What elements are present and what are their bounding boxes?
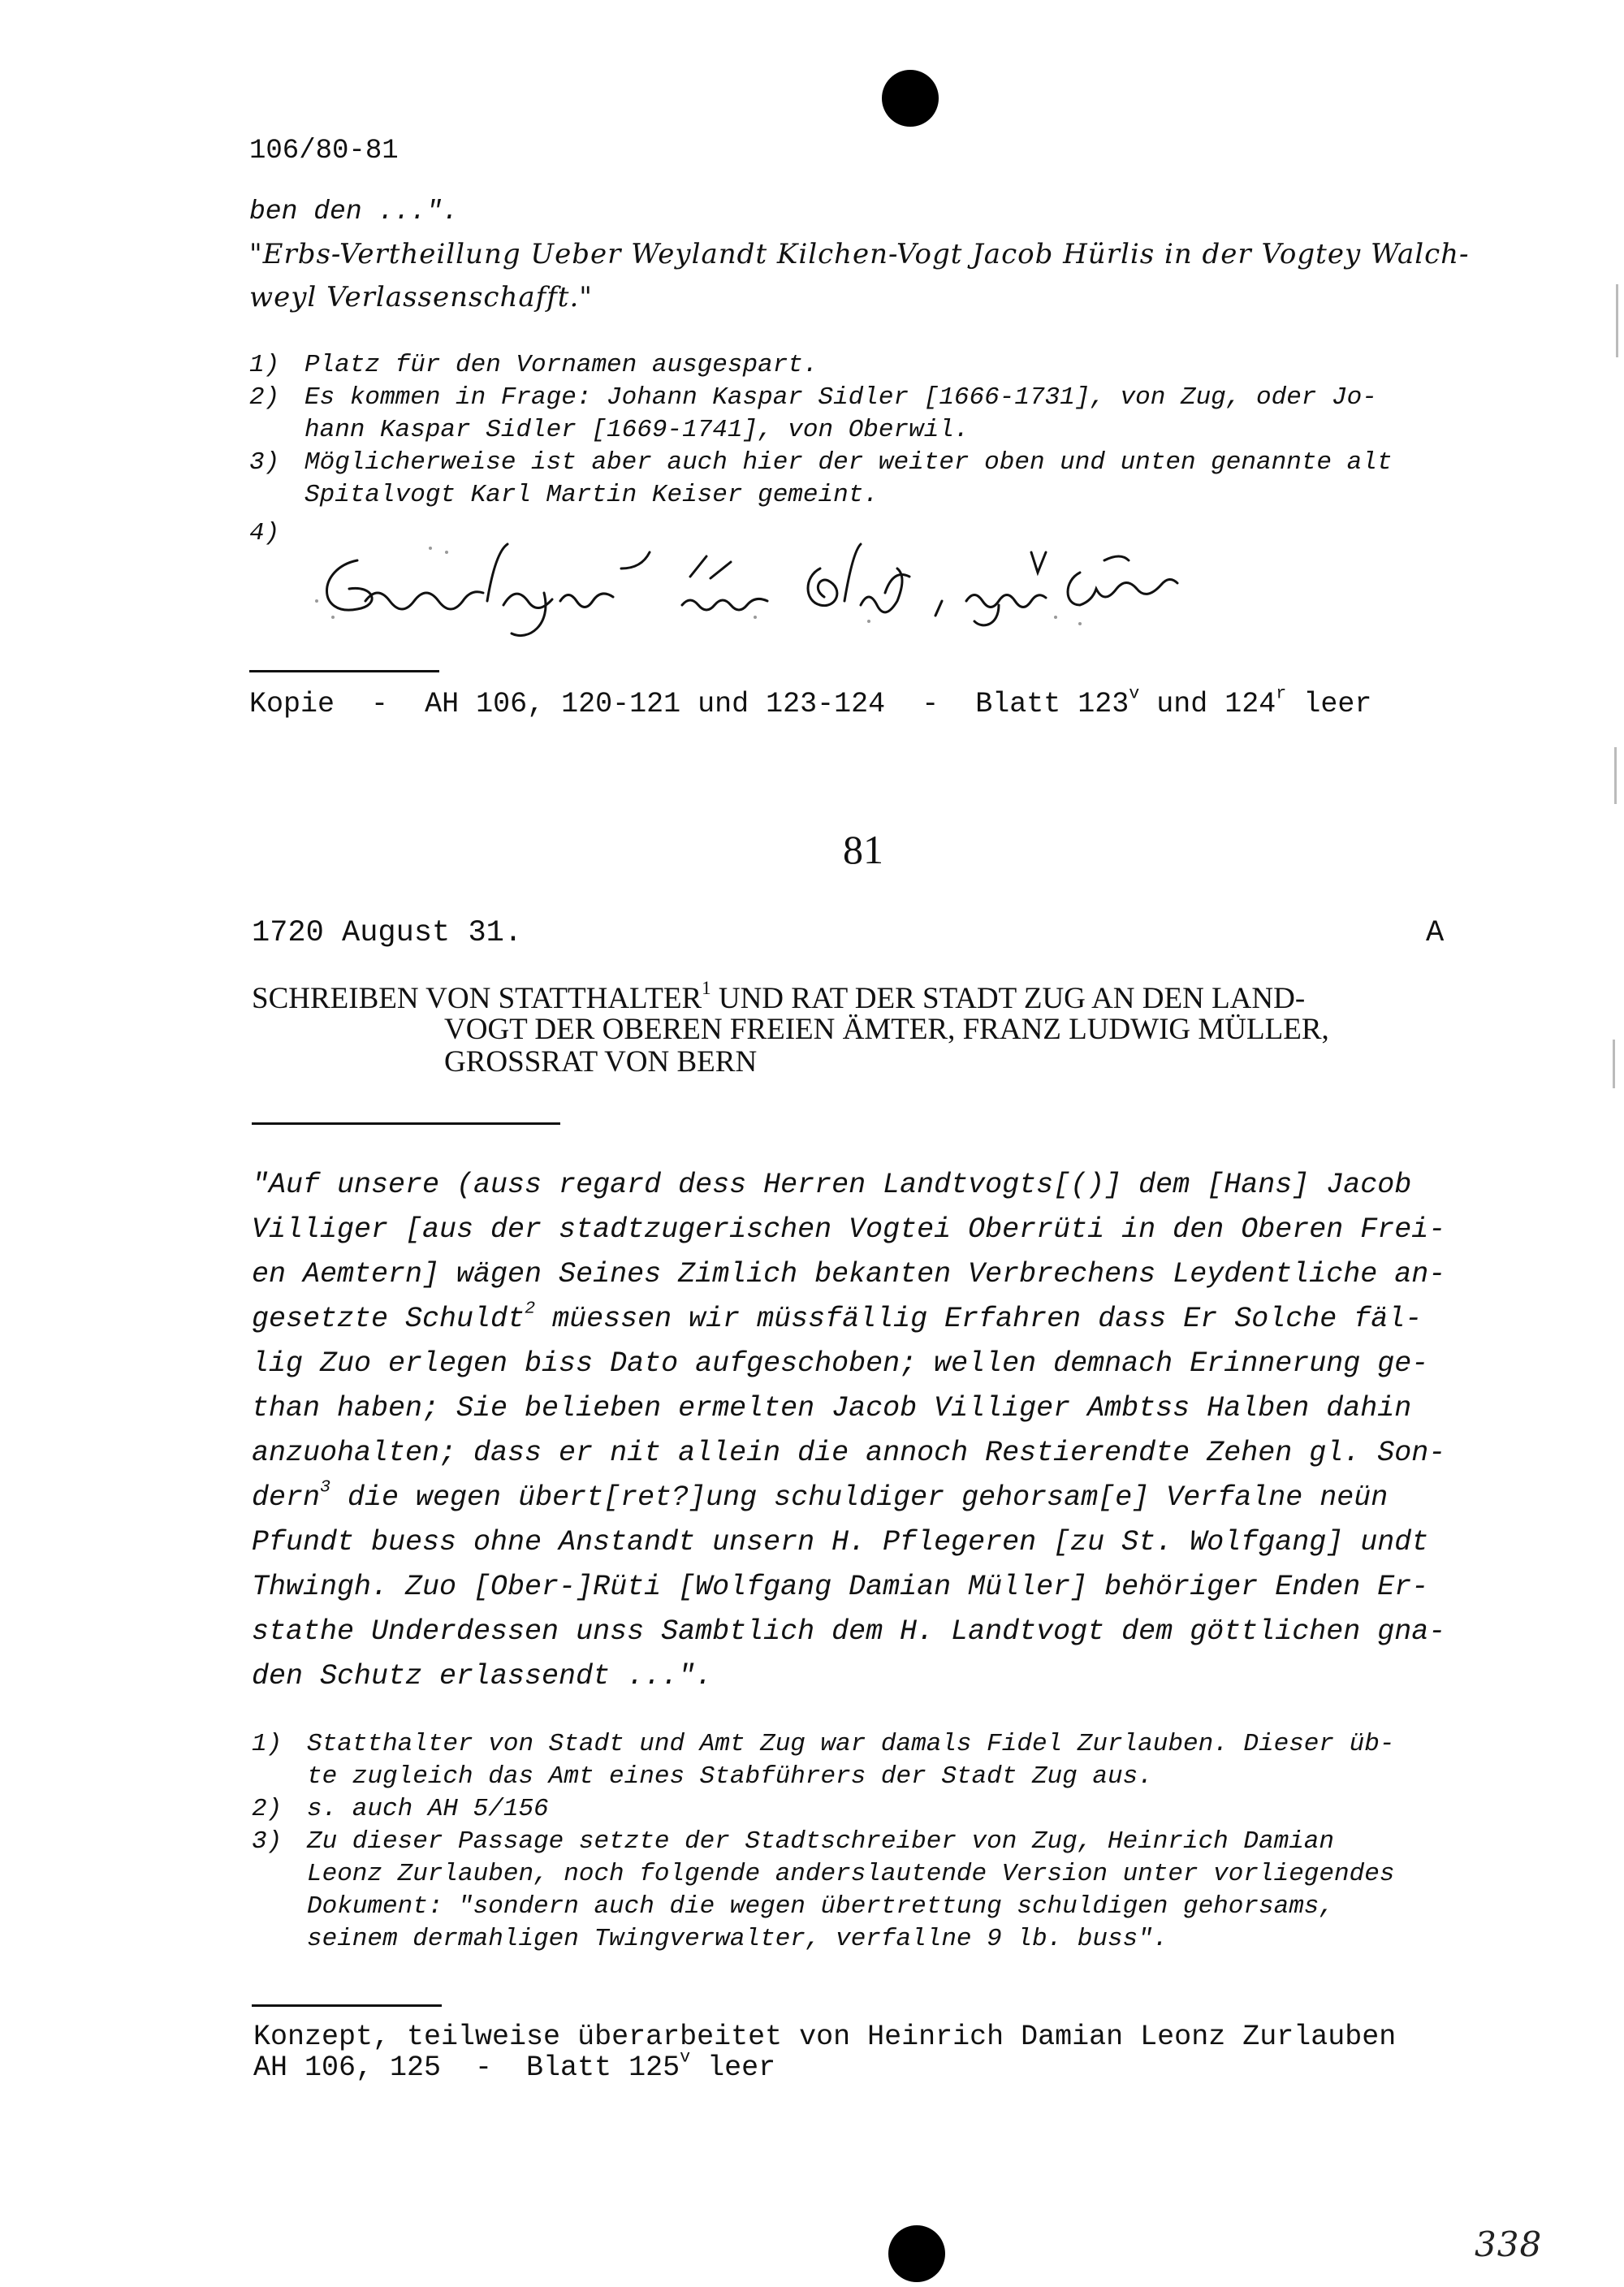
source-type-label: Kopie bbox=[249, 688, 335, 720]
body-line-2: Villiger [aus der stadtzugerischen Vogtei Oberrüti in den Oberen Frei- bbox=[252, 1213, 1446, 1246]
body-line-4: gesetzte Schuldt$^2$ müessen wir müssfällig Erfahren dass Er Solche fäl- bbox=[252, 1298, 1423, 1335]
doc-source-line-2: AH 106, 125 - Blatt 125$^v$ leer bbox=[253, 2047, 776, 2084]
document-date: 1720 August 31. bbox=[252, 916, 523, 950]
handwritten-excerpt-image bbox=[300, 528, 1259, 642]
doc-source-line-1: Konzept, teilweise überarbeitet von Heinrich Damian Leonz Zurlauben bbox=[253, 2021, 1397, 2053]
separator-rule bbox=[252, 1122, 560, 1125]
body-line-10: Thwingh. Zuo [Ober-]Rüti [Wolfgang Damian Müller] behöriger Enden Er- bbox=[252, 1571, 1429, 1603]
body-line-1: "Auf unsere (auss regard dess Herren Landtvogts[()] dem [Hans] Jacob bbox=[252, 1169, 1412, 1201]
prev-footnote-3: 3) Möglicherweise ist aber auch hier der weiter oben und unten genannte alt Spitalvogt Karl Martin Keiser gemeint. bbox=[249, 448, 1393, 509]
punch-hole-bottom bbox=[888, 2225, 945, 2282]
document-variant-letter: A bbox=[1426, 916, 1445, 950]
prev-footnote-2: 2) Es kommen in Frage: Johann Kaspar Sidler [1666-1731], von Zug, oder Jo- hann Kaspar Sidler [1669-1741], von Oberwil. bbox=[249, 383, 1377, 444]
separator-rule bbox=[249, 670, 439, 672]
document-title-line-1: SCHREIBEN VON STATTHALTER$^1$ UND RAT DER STADT ZUG AN DEN LAND- bbox=[252, 977, 1306, 1015]
body-line-11: stathe Underdessen unss Sambtlich dem H. Landtvogt dem göttlichen gna- bbox=[252, 1615, 1446, 1648]
body-line-8: dern$^3$ die wegen übert[ret?]ung schuldiger gehorsam[e] Verfalne neün bbox=[252, 1476, 1389, 1514]
document-title-line-2: VOGT DER OBEREN FREIEN ÄMTER, FRANZ LUDWIG MÜLLER, bbox=[444, 1013, 1329, 1046]
document-number: 81 bbox=[843, 827, 883, 872]
prev-doc-intro-line-2: "Erbs-Vertheillung Ueber Weylandt Kilchen-Vogt Jacob Hürlis in der Vogtey Walch- bbox=[249, 238, 1470, 270]
source-separator: - bbox=[371, 688, 389, 720]
prev-footnote-1: 1) Platz für den Vornamen ausgespart. bbox=[249, 351, 818, 379]
body-line-5: lig Zuo erlegen biss Dato aufgeschoben; wellen demnach Erinnerung ge- bbox=[252, 1347, 1429, 1380]
page-reference: 106/80-81 bbox=[249, 136, 399, 166]
body-line-9: Pfundt buess ohne Anstandt unsern H. Pflegeren [zu St. Wolfgang] undt bbox=[252, 1526, 1429, 1559]
source-blatt: Blatt 123$^v$ und 124$^r$ leer bbox=[975, 683, 1372, 720]
source-separator: - bbox=[922, 688, 939, 720]
doc-footnote-2: 2) s. auch AH 5/156 bbox=[252, 1795, 549, 1823]
scan-mark bbox=[1614, 747, 1617, 804]
body-line-3: en Aemtern] wägen Seines Zimlich bekanten Verbrechens Leydentliche an- bbox=[252, 1258, 1446, 1290]
punch-hole-top bbox=[882, 70, 939, 127]
prev-source-line bbox=[249, 683, 1372, 723]
prev-footnote-4: 4) bbox=[249, 519, 280, 547]
body-line-12: den Schutz erlassendt ...". bbox=[252, 1660, 713, 1693]
prev-doc-intro-line-3: weyl Verlassenschafft." bbox=[249, 281, 593, 313]
separator-rule bbox=[252, 2004, 442, 2007]
scan-mark bbox=[1616, 284, 1618, 357]
doc-footnote-3: 3) Zu dieser Passage setzte der Stadtschreiber von Zug, Heinrich Damian Leonz Zurlauben, noch folgende anderslautende Version unter vorliegendes Dokument: "sondern auch die wegen übertrettung schuldigen gehorsams, seinem dermahligen Twingverwalter, verfallne 9 lb. buss". bbox=[252, 1827, 1395, 1953]
prev-doc-intro-line-1: ben den ...". bbox=[249, 197, 459, 227]
scan-mark bbox=[1613, 1040, 1615, 1088]
document-title-line-3: GROSSRAT VON BERN bbox=[444, 1045, 758, 1079]
source-ref: AH 106, 120-121 und 123-124 bbox=[425, 688, 886, 720]
handwritten-page-number: 338 bbox=[1475, 2224, 1543, 2264]
body-line-6: than haben; Sie belieben ermelten Jacob Villiger Ambtss Halben dahin bbox=[252, 1392, 1412, 1425]
doc-footnote-1: 1) Statthalter von Stadt und Amt Zug war damals Fidel Zurlauben. Dieser üb- te zugleich das Amt eines Stabführers der Stadt Zug aus. bbox=[252, 1730, 1395, 1791]
body-line-7: anzuohalten; dass er nit allein die annoch Restierendte Zehen gl. Son- bbox=[252, 1437, 1446, 1469]
document-body bbox=[252, 1163, 1445, 1699]
